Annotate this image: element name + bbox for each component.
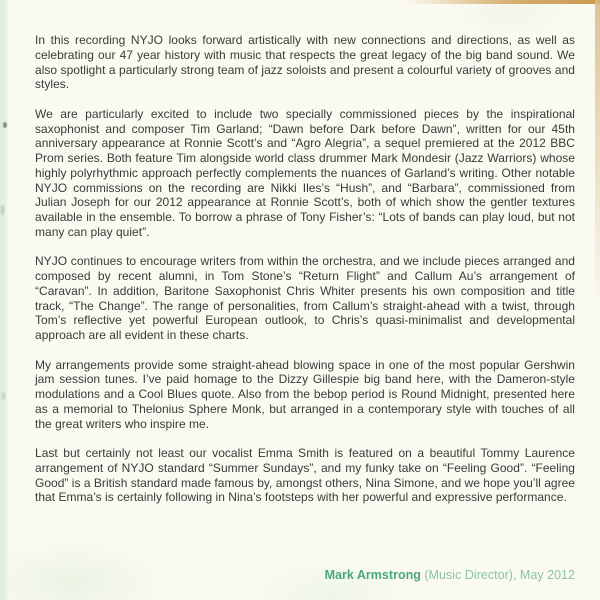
signature-role-date: (Music Director), May 2012 — [420, 568, 575, 582]
liner-notes-text — [35, 33, 575, 593]
paragraph-vocalist: Last but certainly not least our vocalist Emma Smith is featured on a beautiful Tommy Laurence arrangement of NYJO standard “Summer Sundays”, and my funky take on “Feeling Good”. “Feeling Good” is a British standard made famous by, amongst others, Nina Simone, and we hope you’ll agree that Emma’s is certainly following in Nina’s footsteps with her powerful and expressive performance. — [35, 446, 576, 505]
scan-edge-right — [595, 0, 600, 310]
signature-name: Mark Armstrong — [324, 568, 421, 582]
paragraph-commissions: We are particularly excited to include two specially commissioned pieces by the inspirational saxophonist and composer Tim Garland; “Dawn before Dark before Dawn”, written for our 45th anniversary appearance at Ronnie Scott’s and “Agro Alegria”, a sequel premiered at the 2012 BBC Prom series. Both feature Tim alongside world class drummer Mark Mondesir (Jazz Warriors) whose highly polyrhythmic approach perfectly complements the nuances of Garland’s writing. Other notable NYJO commissions on the recording are Nikki Iles’s “Hush”, and “Barbara”, commissioned from Julian Joseph for our 2012 appearance at Ronnie Scott’s, both of which show the gentler textures available in the ensemble. To borrow a phrase of Tony Fisher’s: “Lots of bands can play loud, but not many can play quiet”. — [35, 106, 575, 239]
paragraph-orchestra-writers: NYJO continues to encourage writers from within the orchestra, and we include pieces arranged and composed by recent alumni, in Tom Stone’s “Return Flight” and Callum Au’s arrangement of “Caravan”. In addition, Baritone Saxophonist Chris Whiter presents his own composition and title track, “The Change”. The range of personalities, from Callum’s straight-ahead with a twist, through Tom’s reflective yet powerful European outlook, to Chris’s quasi-minimalist and developmental approach are all evident in these charts. — [35, 254, 575, 342]
paragraph-arrangements: My arrangements provide some straight-ahead blowing space in one of the most popular Gershwin jam session tunes. I’ve paid homage to the Dizzy Gillespie big band here, with the Dameron-style modulations and a Cool Blues quote. Also from the bebop period is Round Midnight, presented here as a memorial to Thelonius Sphere Monk, but arranged in a contemporary style with touches of all the great writers who inspire me. — [35, 357, 575, 431]
scan-speck — [3, 122, 7, 128]
scan-speck — [2, 392, 5, 400]
page-left-edge — [0, 0, 9, 600]
scan-edge-top-right — [405, 0, 600, 4]
paragraph-intro: In this recording NYJO looks forward artistically with new connections and directions, as well as celebrating our 47 year history with music that respects the great legacy of the big band sound. We also spotlight a particularly strong team of jazz soloists and present a colourful variety of grooves and styles. — [35, 33, 575, 92]
signature-line — [325, 568, 575, 583]
scan-speck — [1, 205, 4, 215]
